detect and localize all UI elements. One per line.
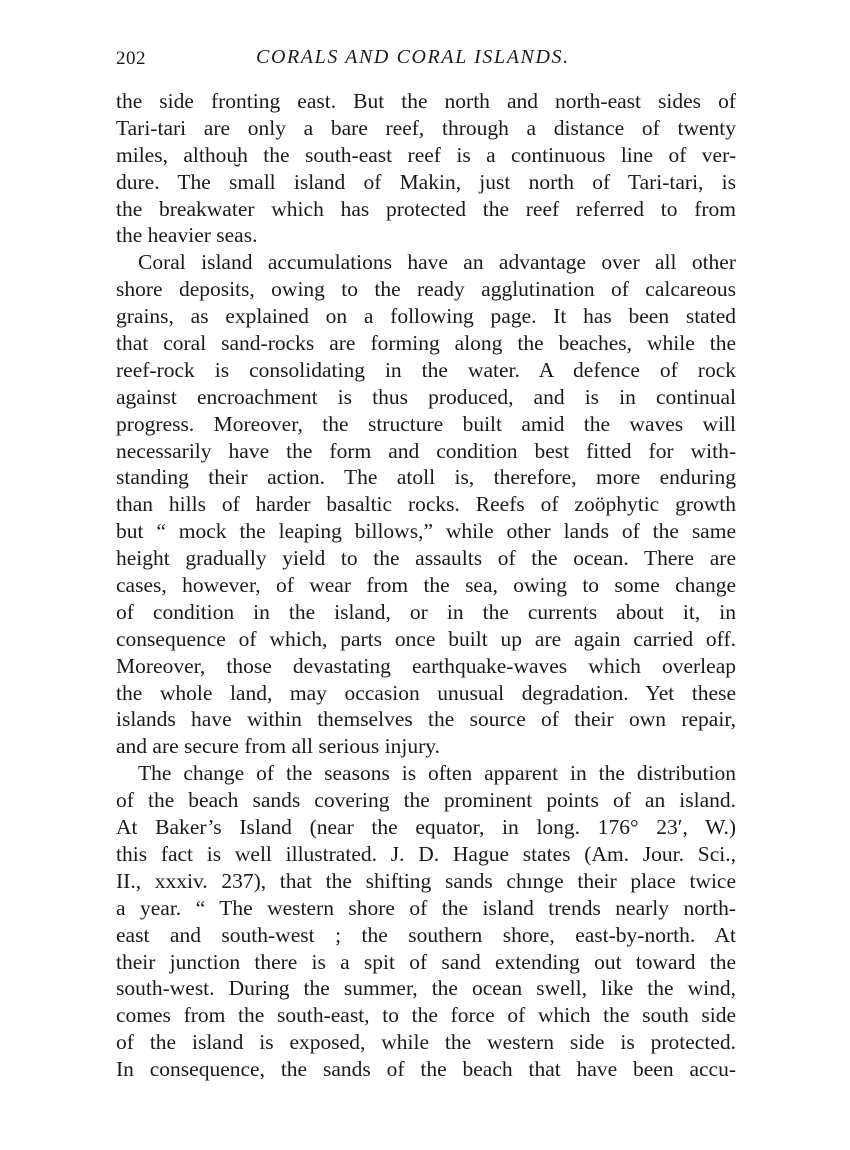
text-line: the whole land, may occasion unusual degradation. Yet these — [116, 680, 736, 705]
text-line: consequence of which, parts once built up are again carried off. — [116, 626, 736, 651]
text-line: At Baker’s Island (near the equator, in long. 176° 23′, W.) — [116, 815, 736, 840]
text-line: than hills of harder basaltic rocks. Reefs of zoöphytic growth — [116, 492, 736, 517]
text-line: against encroachment is thus produced, and is in continual — [116, 384, 736, 409]
text-line: In consequence, the sands of the beach that have been accu- — [116, 1057, 736, 1082]
page-number: 202 — [116, 48, 146, 69]
text-line: dure. The small island of Makin, just north of Tari-tari, is — [116, 169, 736, 194]
running-head — [116, 48, 736, 74]
text-line: islands have within themselves the source of their own repair, — [116, 707, 736, 732]
text-line: but “ mock the leaping billows,” while other lands of the same — [116, 519, 736, 544]
text-line: necessarily have the form and condition best fitted for with- — [116, 438, 736, 463]
text-line: reef-rock is consolidating in the water. A defence of rock — [116, 357, 736, 382]
body-text — [116, 88, 736, 1083]
text-line: height gradually yield to the assaults of the ocean. There are — [116, 546, 736, 571]
paragraph-start-line: Coral island accumulations have an advantage over all other — [138, 250, 736, 275]
text-line: shore deposits, owing to the ready agglutination of calcareous — [116, 277, 736, 302]
text-line: this fact is well illustrated. J. D. Hague states (Am. Jour. Sci., — [116, 841, 736, 866]
paragraph-start-line: The change of the seasons is often apparent in the distribution — [138, 761, 736, 786]
text-line: standing their action. The atoll is, therefore, more enduring — [116, 465, 736, 490]
text-line: a year. “ The western shore of the island trends nearly north- — [116, 895, 736, 920]
paragraph-end-line: the heavier seas. — [116, 223, 258, 248]
text-line: south-west. During the summer, the ocean swell, like the wind, — [116, 976, 736, 1001]
text-line: their junction there is a spit of sand extending out toward the — [116, 949, 736, 974]
text-line: comes from the south-east, to the force of which the south side — [116, 1003, 736, 1028]
text-line: Tari-tari are only a bare reef, through a distance of twenty — [116, 115, 736, 140]
running-title: CORALS AND CORAL ISLANDS. — [256, 46, 570, 68]
text-line: II., xxxiv. 237), that the shifting sands chınge their place twice — [116, 868, 736, 893]
paragraph-end-line: and are secure from all serious injury. — [116, 734, 440, 759]
text-line: east and south-west ; the southern shore, east-by-north. At — [116, 922, 736, 947]
text-line: progress. Moreover, the structure built amid the waves will — [116, 411, 736, 436]
text-line: the breakwater which has protected the reef referred to from — [116, 196, 736, 221]
text-line: cases, however, of wear from the sea, owing to some change — [116, 573, 736, 598]
text-line: grains, as explained on a following page. It has been stated — [116, 304, 736, 329]
text-line: the side fronting east. But the north and north-east sides of — [116, 89, 736, 113]
text-line: miles, althou̮h the south-east reef is a continuous line of ver- — [116, 142, 736, 167]
text-line: Moreover, those devastating earthquake-waves which overleap — [116, 653, 736, 678]
text-line: of condition in the island, or in the currents about it, in — [116, 599, 736, 624]
text-line: of the island is exposed, while the western side is protected. — [116, 1030, 736, 1055]
text-line: of the beach sands covering the prominent points of an island. — [116, 788, 736, 813]
text-line: that coral sand-rocks are forming along the beaches, while the — [116, 331, 736, 356]
